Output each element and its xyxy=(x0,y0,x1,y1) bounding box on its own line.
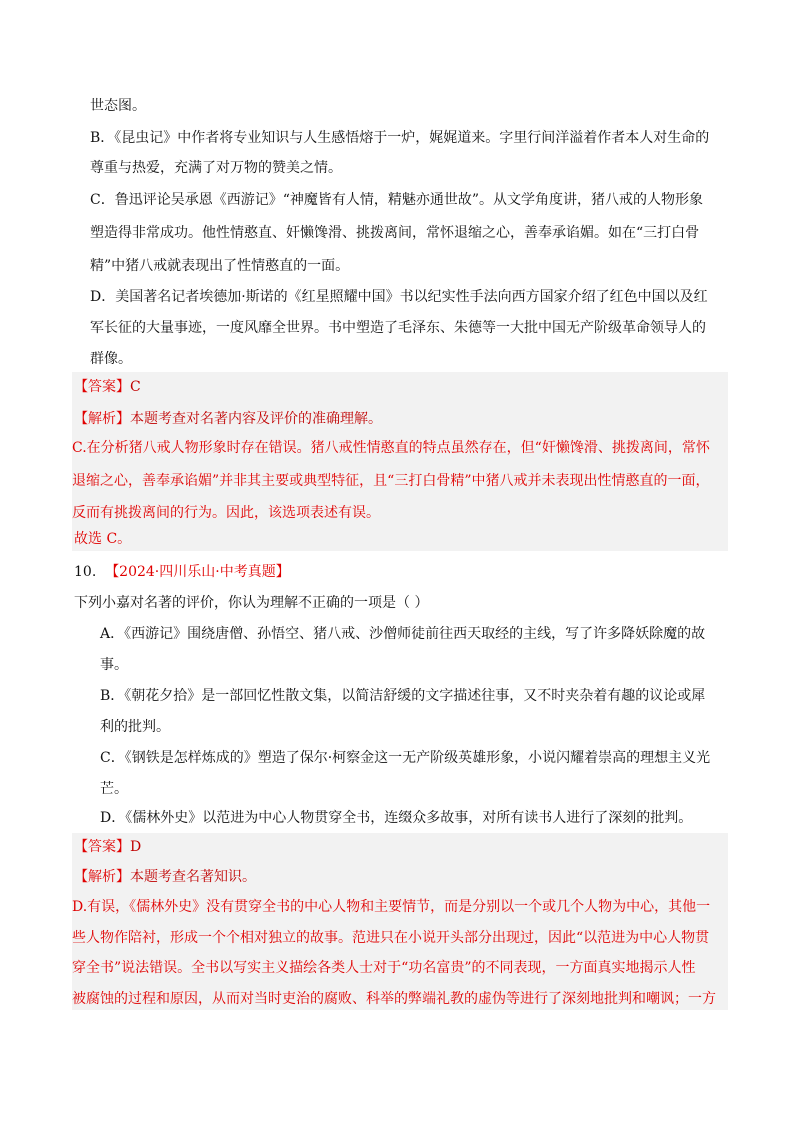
analysis-intro-text: 本题考查名著知识。 xyxy=(130,869,256,885)
q10-answer-block xyxy=(72,833,728,1010)
analysis-tag: 【解析】 xyxy=(74,869,130,885)
q10-analysis-line3: 穿全书”说法错误。全书以写实主义描绘各类人士对于“功名富贵”的不同表现，一方面真实地揭示人性 xyxy=(72,960,696,976)
q9-option-c-line3: 精”中猪八戒就表现出了性情憨直的一面。 xyxy=(90,258,350,274)
q9-option-d-line2: 军长征的大量事迹，一度风靡全世界。书中塑造了毛泽东、朱德等一大批中国无产阶级革命领导人的 xyxy=(90,320,706,336)
q9-option-c-line1: C．鲁迅评论吴承恩《西游记》“神魔皆有人情，精魅亦通世故”。从文学角度讲，猪八戒的人物形象 xyxy=(90,192,704,208)
q9-prev-tail: 世态图。 xyxy=(90,98,146,114)
q10-option-a-line2: 事。 xyxy=(100,657,128,673)
q9-analysis-line1: C.在分析猪八戒人物形象时存在错误。猪八戒性情憨直的特点虽然存在，但“奸懒馋滑、挑拨离间，常怀 xyxy=(72,440,710,456)
answer-value: C xyxy=(130,379,141,395)
analysis-tag: 【解析】 xyxy=(74,411,130,427)
q9-analysis-line3: 反而有挑拨离间的行为。因此，该选项表述有误。 xyxy=(72,505,380,521)
answer-value: D xyxy=(130,839,142,855)
q9-answer xyxy=(74,377,141,397)
answer-tag: 【答案】 xyxy=(74,379,130,395)
q10-analysis-line2: 些人物作陪衬，形成一个个相对独立的故事。范进只在小说开头部分出现过，因此“以范进为中心人物贯 xyxy=(72,930,710,946)
q9-answer-block xyxy=(72,372,728,551)
q9-option-b-line2: 尊重与热爱，充满了对万物的赞美之情。 xyxy=(90,160,342,176)
q9-option-d-line3: 群像。 xyxy=(90,351,132,367)
q10-number: 10. xyxy=(74,564,97,580)
answer-tag: 【答案】 xyxy=(74,839,130,855)
q10-header xyxy=(74,562,290,582)
q9-option-c-line2: 塑造得非常成功。他性情憨直、奸懒馋滑、挑拨离间，常怀退缩之心，善奉承谄媚。如在“三打白骨 xyxy=(90,225,700,241)
q10-option-a-line1: A．《西游记》围绕唐僧、孙悟空、猪八戒、沙僧师徒前往西天取经的主线，写了许多降妖除魔的故 xyxy=(100,626,706,642)
analysis-intro-text: 本题考查对名著内容及评价的准确理解。 xyxy=(130,411,382,427)
q10-answer xyxy=(74,837,141,857)
q9-analysis-line2: 退缩之心，善奉承谄媚”并非其主要或典型特征，且“三打白骨精”中猪八戒并未表现出性情憨直的一面， xyxy=(72,473,710,489)
q10-analysis-line4: 被腐蚀的过程和原因，从而对当时吏治的腐败、科举的弊端礼教的虚伪等进行了深刻地批判和嘲讽；一方 xyxy=(72,991,716,1007)
q10-option-d-line1: D．《儒林外史》以范进为中心人物贯穿全书，连缀众多故事，对所有读书人进行了深刻的批判。 xyxy=(100,810,693,826)
q10-analysis-intro xyxy=(74,867,256,887)
q10-option-b-line2: 利的批判。 xyxy=(100,719,170,735)
q9-option-d-line1: D．美国著名记者埃德加·斯诺的《红星照耀中国》书以纪实性手法向西方国家介绍了红色中国以及红 xyxy=(90,289,708,305)
q10-analysis-line1: D.有误，《儒林外史》没有贯穿全书的中心人物和主要情节，而是分别以一个或几个人物为中心，其他一 xyxy=(72,899,711,915)
q9-conclusion: 故选 C。 xyxy=(74,531,132,547)
q10-source: 【2024·四川乐山·中考真题】 xyxy=(105,564,290,580)
q9-option-b-line1: B．《昆虫记》中作者将专业知识与人生感悟熔于一炉，娓娓道来。字里行间洋溢着作者本人对生命的 xyxy=(90,130,710,146)
q9-analysis-intro xyxy=(74,409,382,429)
q10-stem: 下列小嘉对名著的评价，你认为理解不正确的一项是（ ） xyxy=(74,595,429,611)
q10-option-c-line2: 芒。 xyxy=(100,781,128,797)
q10-option-c-line1: C．《钢铁是怎样炼成的》塑造了保尔·柯察金这一无产阶级英雄形象，小说闪耀着崇高的理想主义光 xyxy=(100,750,711,766)
q10-option-b-line1: B．《朝花夕拾》是一部回忆性散文集，以简洁舒缓的文字描述往事，又不时夹杂着有趣的议论或犀 xyxy=(100,688,706,704)
